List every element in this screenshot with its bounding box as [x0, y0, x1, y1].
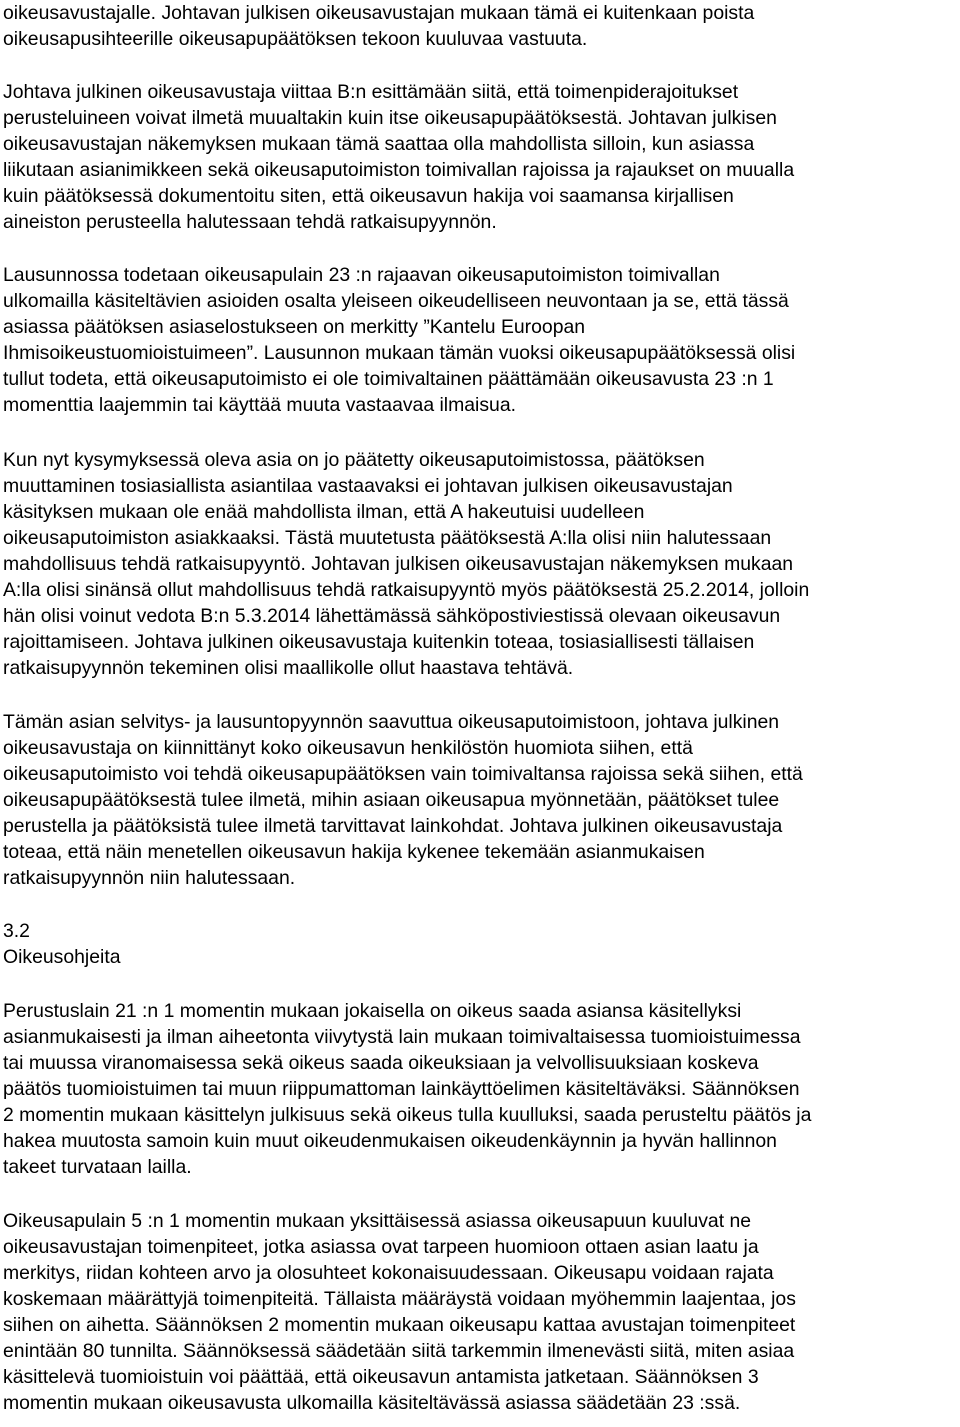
- text-line: Kun nyt kysymyksessä oleva asia on jo päätetty oikeusaputoimistossa, päätöksen: [3, 449, 705, 471]
- text-line: aineiston perusteella halutessaan tehdä ratkaisupyynnön.: [3, 211, 497, 233]
- text-line: muuttaminen tosiasiallista asiantilaa vastaavaksi ei johtavan julkisen oikeusavustajan: [3, 475, 733, 497]
- text-line: koskemaan määrättyjä toimenpiteitä. Tällaista määräystä voidaan myöhemmin laajentaa, jos: [3, 1288, 796, 1310]
- text-line: ulkomailla käsiteltävien asioiden osalta yleiseen oikeudelliseen neuvontaan ja se, että tässä: [3, 290, 789, 312]
- text-line: liikutaan asianimikkeen sekä oikeusaputoimiston toimivallan rajoissa ja rajaukset on muualla: [3, 159, 795, 181]
- text-line: oikeusavustajalle. Johtavan julkisen oikeusavustajan mukaan tämä ei kuitenkaan poista: [3, 2, 755, 24]
- section-number: 3.2: [3, 920, 30, 942]
- text-line: Johtava julkinen oikeusavustaja viittaa B:n esittämään siitä, että toimenpiderajoitukset: [3, 81, 739, 103]
- text-line: 2 momentin mukaan käsittelyn julkisuus sekä oikeus tulla kuulluksi, saada perusteltu päätös ja: [3, 1104, 812, 1126]
- text-line: merkitys, riidan kohteen arvo ja olosuhteet kokonaisuudessaan. Oikeusapu voidaan rajata: [3, 1262, 774, 1284]
- text-line: oikeusaputoimiston asiakkaaksi. Tästä muutetusta päätöksestä A:lla olisi niin halutessaan: [3, 527, 772, 549]
- text-line: tullut todeta, että oikeusaputoimisto ei ole toimivaltainen päättämään oikeusavusta 23 :n 1: [3, 368, 774, 390]
- text-line: oikeusaputoimisto voi tehdä oikeusapupäätöksen vain toimivaltansa rajoissa sekä siihen, että: [3, 763, 803, 785]
- text-line: toteaa, että näin menetellen oikeusavun hakija kykenee tekemään asianmukaisen: [3, 841, 705, 863]
- text-line: momenttia laajemmin tai käyttää muuta vastaavaa ilmaisua.: [3, 394, 517, 416]
- text-line: asiassa päätöksen asiaselostukseen on merkitty ”Kantelu Euroopan: [3, 316, 586, 338]
- text-line: Ihmisoikeustuomioistuimeen”. Lausunnon mukaan tämän vuoksi oikeusapupäätöksessä olisi: [3, 342, 796, 364]
- text-line: Perustuslain 21 :n 1 momentin mukaan jokaisella on oikeus saada asiansa käsitellyksi: [3, 1000, 742, 1022]
- text-line: enintään 80 tunnilta. Säännöksessä säädetään siitä tarkemmin ilmenevästi siitä, miten asiaa: [3, 1340, 795, 1362]
- text-line: perusteluineen voivat ilmetä muualtakin kuin itse oikeusapupäätöksestä. Johtavan julkisen: [3, 107, 777, 129]
- text-line: perustella ja päätöksistä tulee ilmetä tarvittavat lainkohdat. Johtava julkinen oikeusavustaja: [3, 815, 783, 837]
- text-line: oikeusavustaja on kiinnittänyt koko oikeusavun henkilöstön huomiota siihen, että: [3, 737, 693, 759]
- text-line: mahdollisuus tehdä ratkaisupyyntö. Johtavan julkisen oikeusavustajan näkemyksen mukaan: [3, 553, 794, 575]
- text-line: A:lla olisi sinänsä ollut mahdollisuus tehdä ratkaisupyyntö myös päätöksestä 25.2.2014, jolloin: [3, 579, 810, 601]
- text-line: ratkaisupyynnön niin halutessaan.: [3, 867, 296, 889]
- text-line: asianmukaisesti ja ilman aiheetonta viivytystä lain mukaan toimivaltaisessa tuomioistuimessa: [3, 1026, 801, 1048]
- text-line: oikeusavustajan toimenpiteet, jotka asiassa ovat tarpeen huomioon ottaen asian laatu ja: [3, 1236, 759, 1258]
- text-line: rajoittamiseen. Johtava julkinen oikeusavustaja kuitenkin toteaa, tosiasiallisesti tällaisen: [3, 631, 755, 653]
- text-line: päätös tuomioistuimen tai muun riippumattoman lainkäyttöelimen käsiteltäväksi. Säännöksen: [3, 1078, 800, 1100]
- text-line: oikeusapusihteerille oikeusapupäätöksen tekoon kuuluvaa vastuuta.: [3, 28, 588, 50]
- text-line: käsityksen mukaan ole enää mahdollista ilman, että A hakeutuisi uudelleen: [3, 501, 645, 523]
- text-line: kuin päätöksessä dokumentoitu siten, että oikeusavun hakija voi saamansa kirjallisen: [3, 185, 734, 207]
- text-line: oikeusavustajan näkemyksen mukaan tämä saattaa olla mahdollista silloin, kun asiassa: [3, 133, 755, 155]
- text-line: Oikeusapulain 5 :n 1 momentin mukaan yksittäisessä asiassa oikeusapuun kuuluvat ne: [3, 1210, 752, 1232]
- text-line: käsittelevä tuomioistuin voi päättää, että oikeusavun antamista jatketaan. Säännöksen 3: [3, 1366, 759, 1388]
- text-line: takeet turvataan lailla.: [3, 1156, 192, 1178]
- text-line: hän olisi voinut vedota B:n 5.3.2014 lähettämässä sähköpostiviestissä olevaan oikeusavun: [3, 605, 781, 627]
- text-line: Lausunnossa todetaan oikeusapulain 23 :n rajaavan oikeusaputoimiston toimivallan: [3, 264, 720, 286]
- text-line: hakea muutosta samoin kuin muut oikeudenmukaisen oikeudenkäynnin ja hyvän hallinnon: [3, 1130, 777, 1152]
- section-title: Oikeusohjeita: [3, 946, 121, 968]
- text-line: Tämän asian selvitys- ja lausuntopyynnön saavuttua oikeusaputoimistoon, johtava julkinen: [3, 711, 780, 733]
- text-line: momentin mukaan oikeusavusta ulkomailla käsiteltävässä asiassa säädetään 23 :ssä.: [3, 1392, 741, 1414]
- text-line: tai muussa viranomaisessa sekä oikeus saada oikeuksiaan ja velvollisuuksiaan koskeva: [3, 1052, 759, 1074]
- text-line: siihen on aihetta. Säännöksen 2 momentin mukaan oikeusapu kattaa avustajan toimenpiteet: [3, 1314, 796, 1336]
- text-line: ratkaisupyynnön tekeminen olisi maallikolle ollut haastava tehtävä.: [3, 657, 574, 679]
- text-line: oikeusapupäätöksestä tulee ilmetä, mihin asiaan oikeusapua myönnetään, päätökset tulee: [3, 789, 780, 811]
